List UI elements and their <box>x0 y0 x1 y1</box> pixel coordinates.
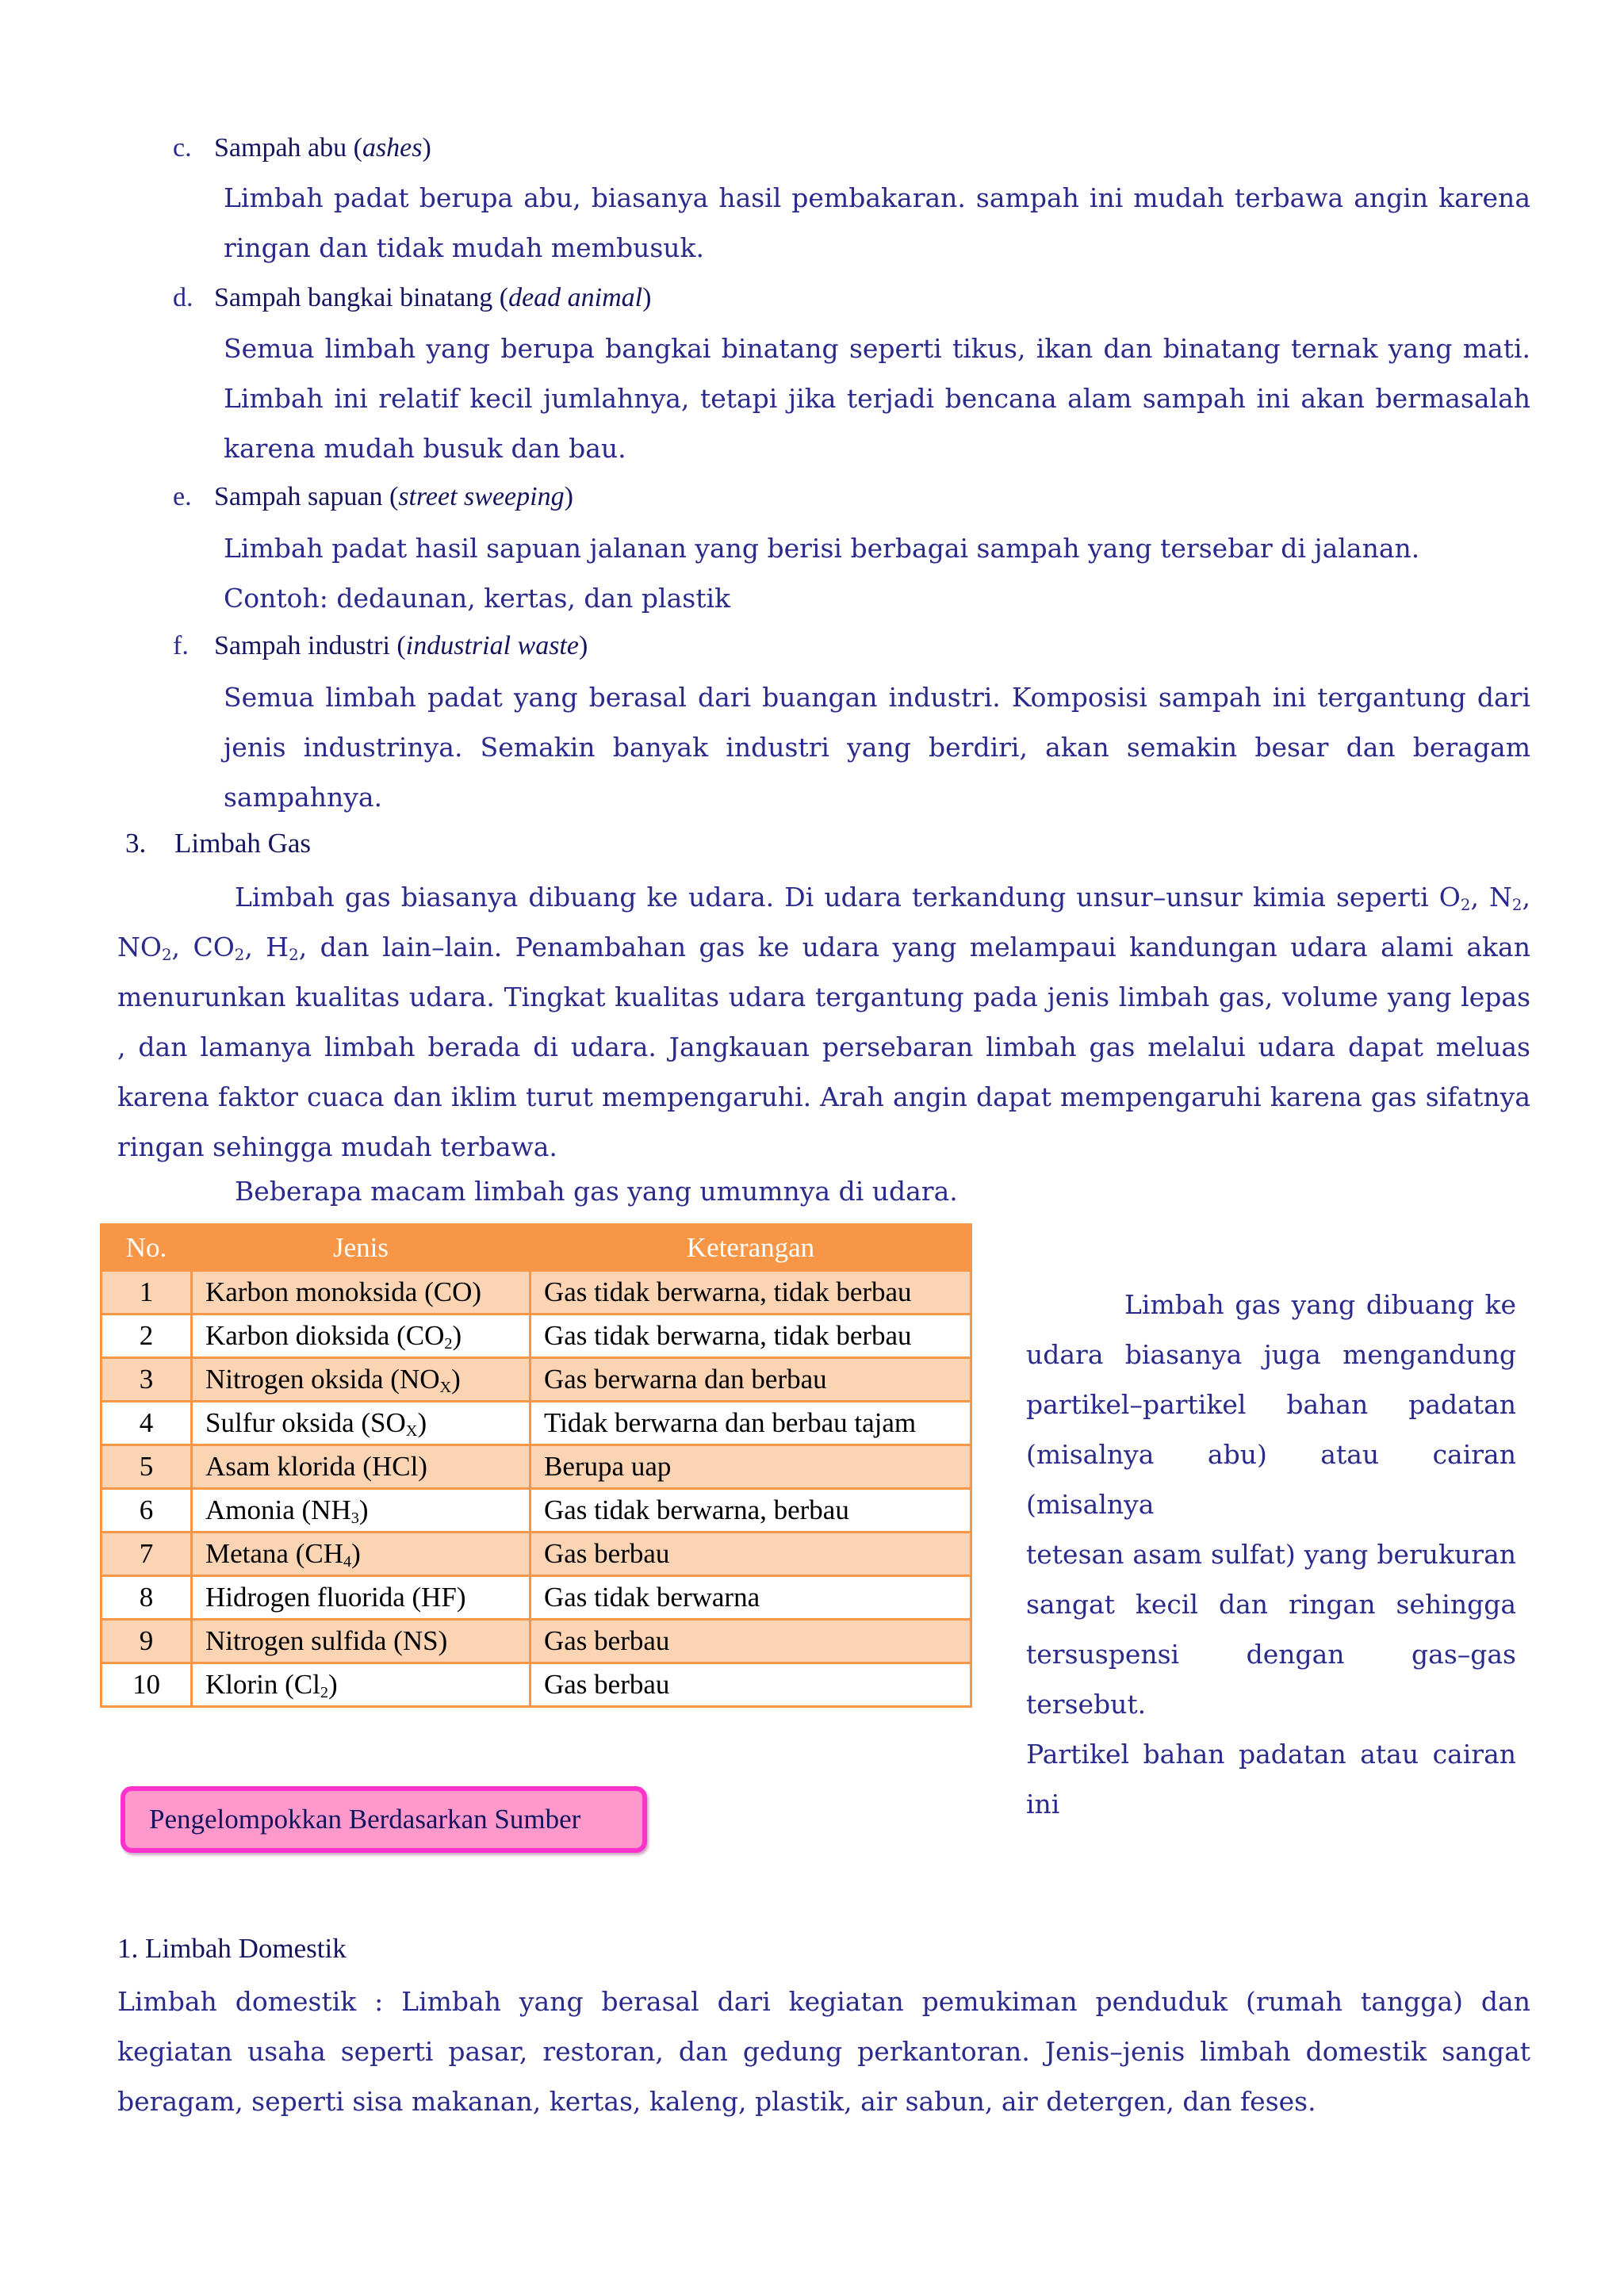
cell-keterangan: Gas tidak berwarna, tidak berbau <box>530 1314 971 1358</box>
item-f-body: Semua limbah padat yang berasal dari buangan industri. Komposisi sampah ini tergantung dari jenis industrinya. Semakin banyak industri yang berdiri, akan semakin besar dan beragam sampahnya. <box>224 682 1530 813</box>
cell-jenis: Amonia $(NH_3)$ <box>192 1489 530 1533</box>
cell-no: 2 <box>102 1314 192 1358</box>
cell-no: 5 <box>102 1445 192 1489</box>
table-row <box>102 1358 971 1402</box>
side-line: tersuspensi dengan gas–gas tersebut. <box>1026 1639 1516 1720</box>
item-f-heading: f. Sampah industri (industrial waste) <box>173 631 588 660</box>
table-row <box>102 1445 971 1489</box>
section-3-paragraph: Limbah gas biasanya dibuang ke udara. Di udara terkandung unsur–unsur kimia seperti $O_2$, $N_2$, $NO_2$, $CO_2$, $H_2$, dan lain–lain. Penambahan gas ke udara yang melampaui kandungan udara alami akan menurunkan kualitas udara. Tingkat kualitas udara tergantung pada jenis limbah gas, volume yang lepas , dan lamanya limbah berada di udara. Jangkauan persebaran limbah gas melalui udara dapat meluas karena faktor cuaca dan iklim turut mempengaruhi. Arah angin dapat mempengaruhi karena gas sifatnya ringan sehingga mudah terbawa. <box>117 882 1530 1162</box>
cell-jenis: Hidrogen fluorida (HF) <box>192 1576 530 1620</box>
cell-keterangan: Gas berbau <box>530 1533 971 1576</box>
cell-jenis: Asam klorida (HCl) <box>192 1445 530 1489</box>
item-d-body: Semua limbah yang berupa bangkai binatang seperti tikus, ikan dan binatang ternak yang mati. Limbah ini relatif kecil jumlahnya, tetapi jika terjadi bencana alam sampah ini akan bermasalah karena mudah busuk dan bau. <box>224 333 1530 464</box>
cell-jenis: Nitrogen sulfida (NS) <box>192 1620 530 1663</box>
cell-keterangan: Berupa uap <box>530 1445 971 1489</box>
gas-table-body <box>102 1271 971 1707</box>
cell-keterangan: Gas berbau <box>530 1663 971 1707</box>
table-row <box>102 1314 971 1358</box>
header-jenis: Jenis <box>192 1225 530 1271</box>
item-d-heading: d. Sampah bangkai binatang (dead animal) <box>173 283 652 312</box>
cell-jenis: Nitrogen oksida $(NO_X)$ <box>192 1358 530 1402</box>
cell-no: 6 <box>102 1489 192 1533</box>
domestic-heading: 1. Limbah Domestik <box>117 1933 347 1964</box>
cell-keterangan: Gas tidak berwarna, berbau <box>530 1489 971 1533</box>
cell-jenis: Klorin $(Cl_2)$ <box>192 1663 530 1707</box>
table-header-row <box>102 1225 971 1271</box>
header-no: No. <box>102 1225 192 1271</box>
cell-jenis: Karbon dioksida $(CO_2)$ <box>192 1314 530 1358</box>
side-line: sangat kecil dan ringan sehingga <box>1026 1589 1516 1620</box>
cell-keterangan: Gas berwarna dan berbau <box>530 1358 971 1402</box>
item-c-body: Limbah padat berupa abu, biasanya hasil pembakaran. sampah ini mudah terbawa angin karena ringan dan tidak mudah membusuk. <box>224 182 1530 263</box>
table-row <box>102 1533 971 1576</box>
cell-no: 3 <box>102 1358 192 1402</box>
cell-no: 8 <box>102 1576 192 1620</box>
table-row <box>102 1271 971 1314</box>
side-line: tetesan asam sulfat) yang berukuran <box>1026 1539 1516 1570</box>
cell-no: 1 <box>102 1271 192 1314</box>
header-keterangan: Keterangan <box>530 1225 971 1271</box>
item-c-heading: c. Sampah abu (ashes) <box>173 133 431 163</box>
domestic-paragraph: Limbah domestik : Limbah yang berasal dari kegiatan pemukiman penduduk (rumah tangga) dan kegiatan usaha seperti pasar, restoran, dan gedung perkantoran. Jenis–jenis limbah domestik sangat beragam, seperti sisa makanan, kertas, kaleng, plastik, air sabun, air detergen, dan feses. <box>117 1986 1530 2117</box>
cell-keterangan: Gas berbau <box>530 1620 971 1663</box>
cell-jenis: Sulfur oksida $(SO_X)$ <box>192 1402 530 1445</box>
cell-no: 9 <box>102 1620 192 1663</box>
side-paragraph <box>1026 1280 1516 1829</box>
side-line: udara biasanya juga mengandung <box>1026 1339 1516 1370</box>
side-line: partikel–partikel bahan padatan <box>1026 1389 1516 1420</box>
cell-no: 7 <box>102 1533 192 1576</box>
side-line: Limbah gas yang dibuang ke <box>1124 1289 1516 1320</box>
cell-no: 10 <box>102 1663 192 1707</box>
cell-keterangan: Gas tidak berwarna <box>530 1576 971 1620</box>
section-3-heading: 3. Limbah Gas <box>125 828 312 859</box>
table-row <box>102 1489 971 1533</box>
cell-jenis: Metana $(CH_4)$ <box>192 1533 530 1576</box>
grouping-label-box: Pengelompokkan Berdasarkan Sumber <box>121 1786 647 1853</box>
item-e-example: Contoh: dedaunan, kertas, dan plastik <box>224 583 731 614</box>
cell-jenis: Karbon monoksida (CO) <box>192 1271 530 1314</box>
item-e-heading: e. Sampah sapuan (street sweeping) <box>173 482 573 511</box>
cell-keterangan: Gas tidak berwarna, tidak berbau <box>530 1271 971 1314</box>
cell-keterangan: Tidak berwarna dan berbau tajam <box>530 1402 971 1445</box>
table-row <box>102 1576 971 1620</box>
cell-no: 4 <box>102 1402 192 1445</box>
table-caption: Beberapa macam limbah gas yang umumnya di udara. <box>235 1176 958 1207</box>
table-row <box>102 1620 971 1663</box>
item-e-body: Limbah padat hasil sapuan jalanan yang berisi berbagai sampah yang tersebar di jalanan. <box>224 533 1420 564</box>
side-line: Partikel bahan padatan atau cairan ini <box>1026 1739 1516 1820</box>
table-row <box>102 1663 971 1707</box>
side-line: (misalnya abu) atau cairan (misalnya <box>1026 1439 1516 1520</box>
table-row <box>102 1402 971 1445</box>
gas-table <box>100 1223 972 1708</box>
